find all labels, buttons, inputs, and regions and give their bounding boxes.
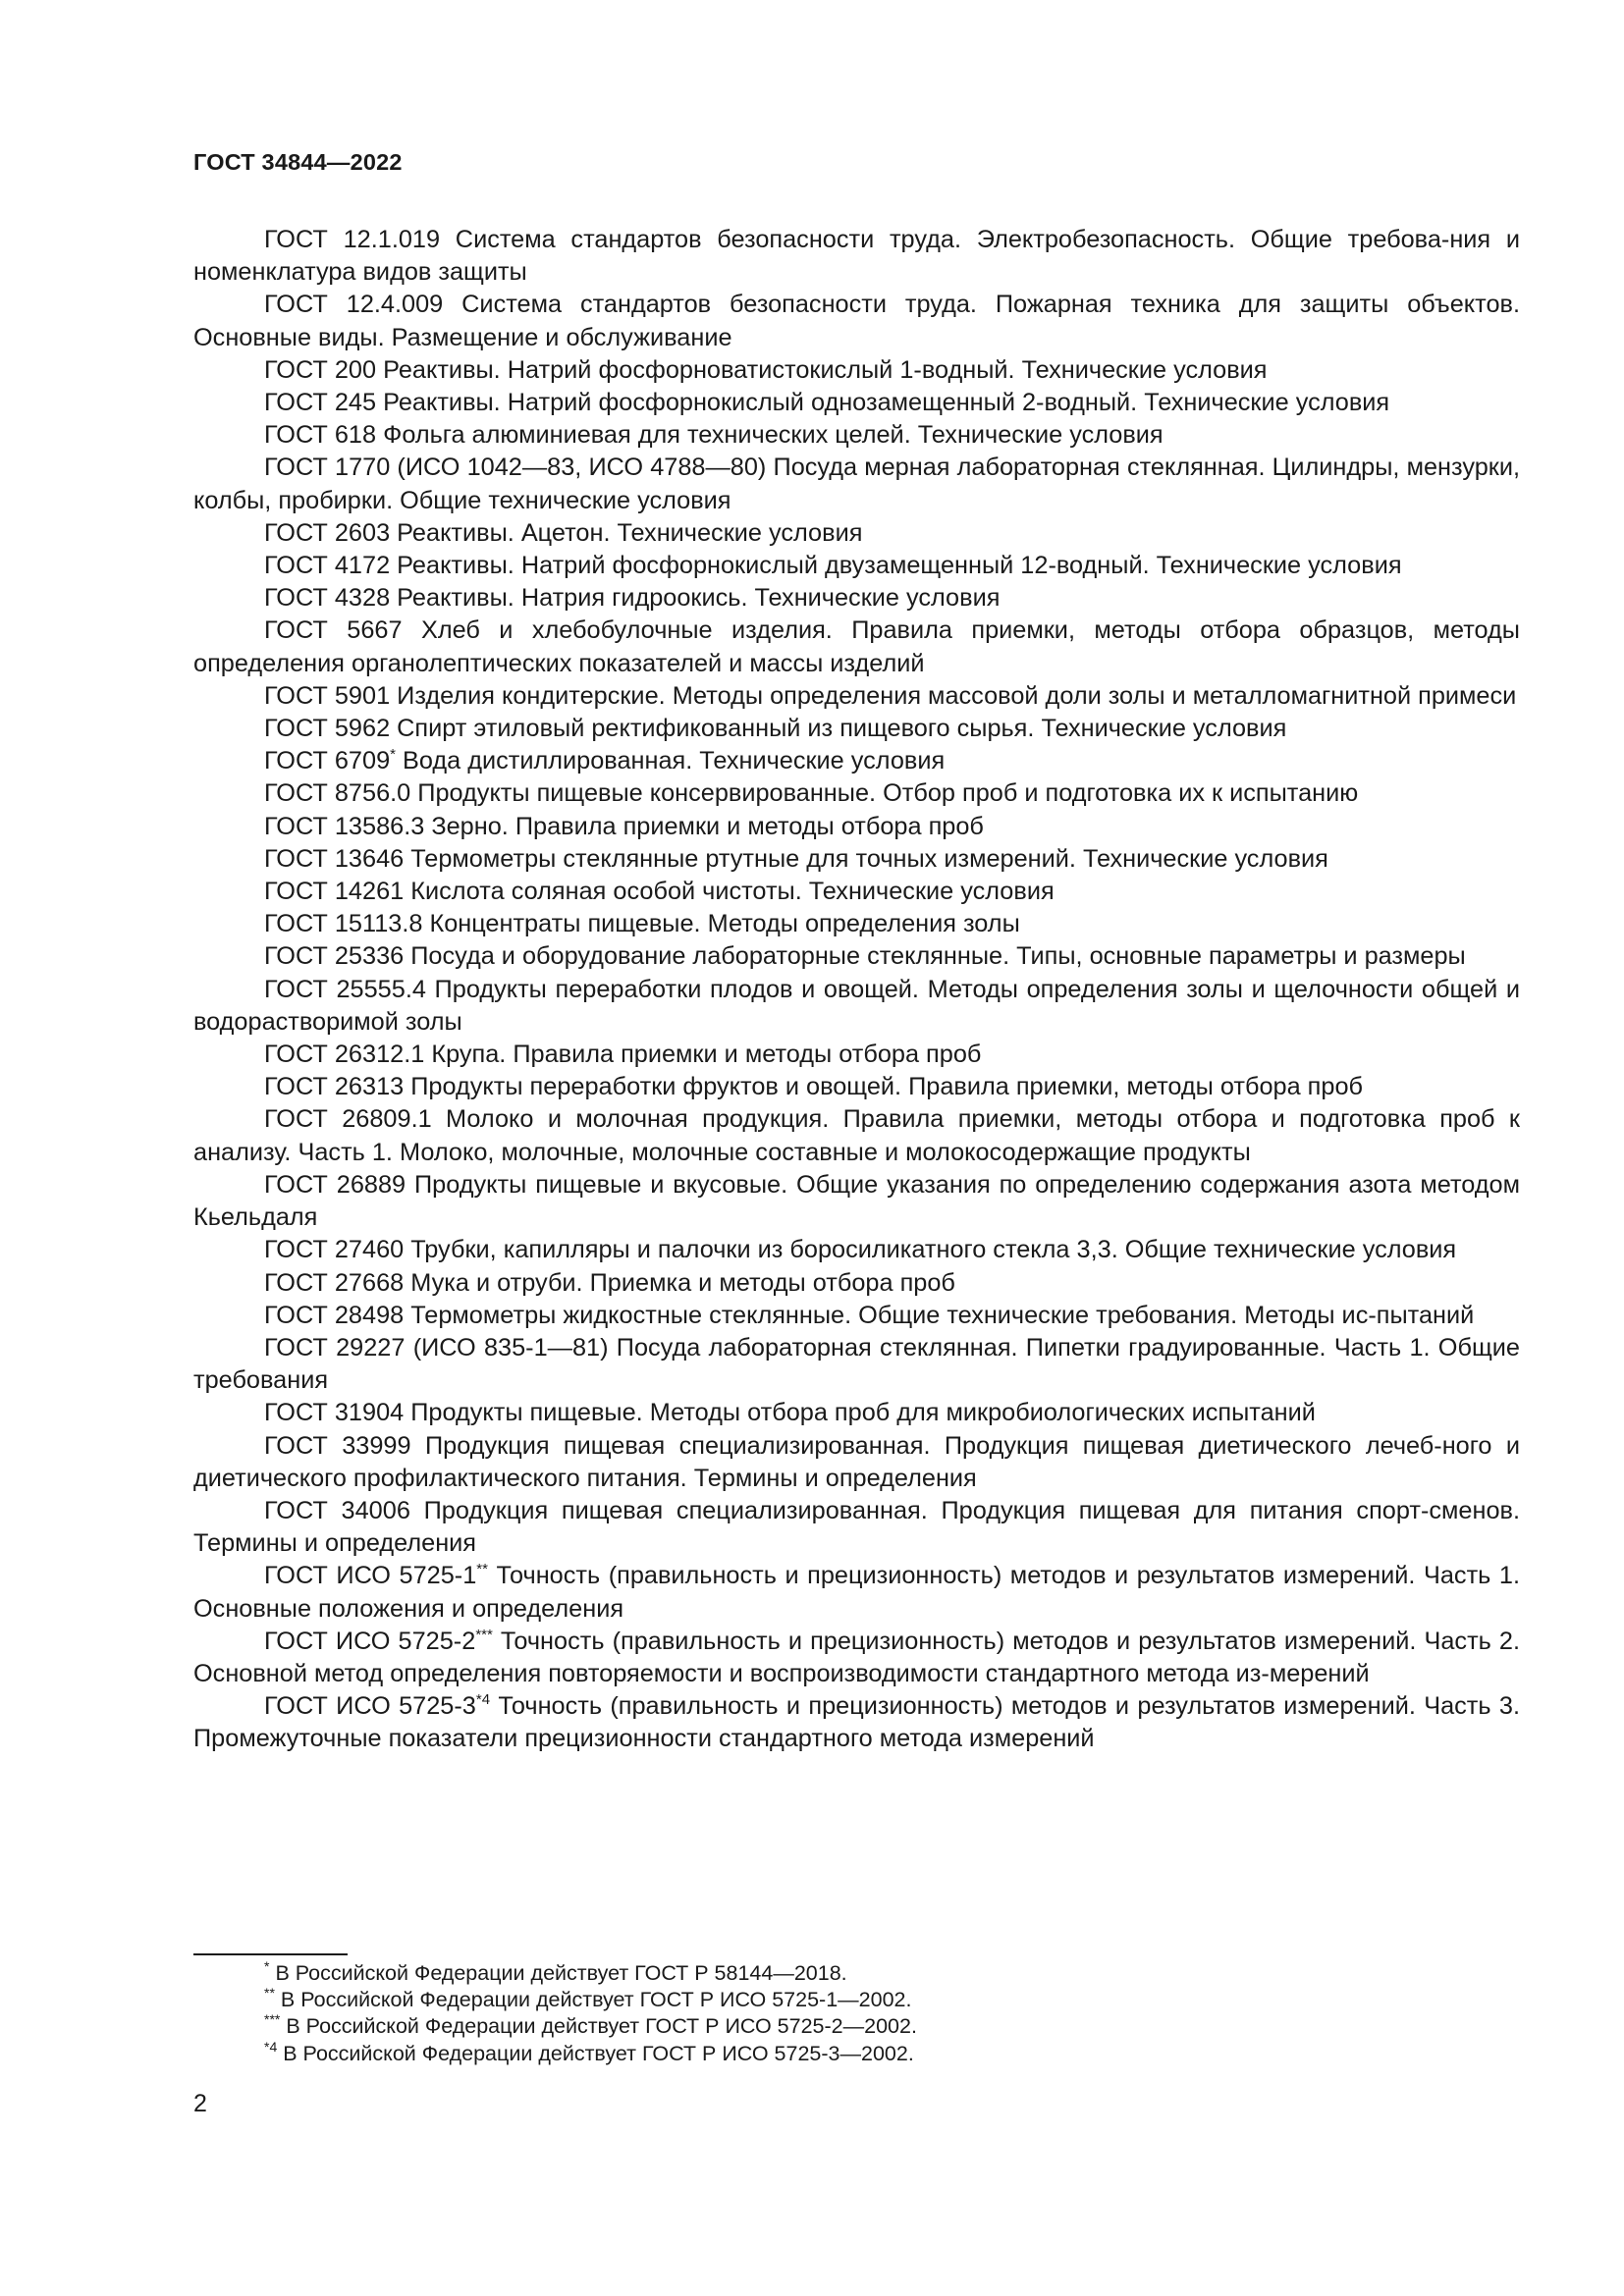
reference-item: ГОСТ 13646 Термометры стеклянные ртутные для точных измерений. Технические условия [264, 844, 1328, 873]
footnote-marker: * [264, 1958, 270, 1974]
reference-title: Вода дистиллированная. Технические условия [395, 747, 946, 775]
footnotes [193, 1960, 1520, 2067]
reference-item [193, 1626, 1520, 1690]
reference-item [193, 1560, 1520, 1625]
normative-references-list [193, 224, 1520, 1756]
reference-item: ГОСТ 26313 Продукты переработки фруктов и овощей. Правила приемки, методы отбора проб [264, 1073, 1364, 1101]
reference-item: ГОСТ 33999 Продукция пищевая специализированная. Продукция пищевая диетического лечеб-ного и диетического профилактического питания. Термины и определения [193, 1431, 1520, 1492]
reference-item: ГОСТ 29227 (ИСО 835-1—81) Посуда лабораторная стеклянная. Пипетки градуированные. Часть 1. Общие требования [193, 1333, 1520, 1395]
footnote-marker: *4 [264, 2038, 278, 2055]
reference-item: ГОСТ 5962 Спирт этиловый ректификованный из пищевого сырья. Технические условия [264, 715, 1287, 743]
footnote [193, 2038, 1520, 2067]
footnote-marker: ** [476, 1561, 488, 1578]
reference-item: ГОСТ 26809.1 Молоко и молочная продукция. Правила приемки, методы отбора и подготовка проб к анализу. Часть 1. Молоко, молочные, молочные составные и молокосодержащие продукты [193, 1105, 1520, 1166]
reference-item: ГОСТ 26889 Продукты пищевые и вкусовые. Общие указания по определению содержания азота методом Кьельдаля [193, 1170, 1520, 1232]
reference-item: ГОСТ 27460 Трубки, капилляры и палочки из боросиликатного стекла 3,3. Общие технические условия [264, 1236, 1457, 1264]
reference-item: ГОСТ 8756.0 Продукты пищевые консервированные. Отбор проб и подготовка их к испытанию [264, 779, 1359, 808]
reference-code: ГОСТ 6709 [264, 747, 391, 775]
reference-item: ГОСТ 5901 Изделия кондитерские. Методы определения массовой доли золы и металломагнитной примеси [264, 681, 1517, 710]
reference-item: ГОСТ 12.1.019 Система стандартов безопасности труда. Электробезопасность. Общие требова-ния и номенклатура видов защиты [193, 226, 1520, 287]
reference-item: ГОСТ 13586.3 Зерно. Правила приемки и методы отбора проб [264, 812, 984, 840]
reference-title: Точность (правильность и прецизионность) методов и результатов измерений. Часть 3. Промежуточные показатели прецизионности стандартного метода измерений [193, 1692, 1521, 1753]
reference-item: ГОСТ 27668 Мука и отруби. Приемка и методы отбора проб [264, 1268, 955, 1297]
reference-item: ГОСТ 245 Реактивы. Натрий фосфорнокислый однозамещенный 2-водный. Технические условия [264, 389, 1390, 417]
page-number: 2 [193, 2090, 207, 2117]
reference-item [193, 745, 1520, 777]
footnote [193, 1960, 1520, 1987]
reference-item: ГОСТ 25555.4 Продукты переработки плодов и овощей. Методы определения золы и щелочности общей и водорастворимой золы [193, 975, 1520, 1036]
document-header: ГОСТ 34844—2022 [193, 149, 403, 175]
reference-item: ГОСТ 2603 Реактивы. Ацетон. Технические условия [264, 518, 863, 547]
reference-item: ГОСТ 5667 Хлеб и хлебобулочные изделия. Правила приемки, методы отбора образцов, методы определения органолептических показателей и массы изделий [193, 616, 1520, 677]
reference-item [193, 1690, 1520, 1755]
footnote-marker: *4 [475, 1691, 491, 1709]
reference-item: ГОСТ 28498 Термометры жидкостные стеклянные. Общие технические требования. Методы ис-пытаний [264, 1301, 1475, 1329]
footnote-marker: *** [264, 2011, 281, 2028]
footnote-text: В Российской Федерации действует ГОСТ Р ИСО 5725-1—2002. [280, 1988, 912, 2012]
footnote-marker: * [390, 746, 396, 764]
footnote-marker: *** [475, 1626, 493, 1643]
reference-item: ГОСТ 25336 Посуда и оборудование лабораторные стеклянные. Типы, основные параметры и размеры [264, 942, 1466, 971]
reference-title: Точность (правильность и прецизионность) методов и результатов измерений. Часть 1. Основные положения и определения [193, 1562, 1520, 1623]
footnote-separator [193, 1953, 348, 1955]
footnote-text: В Российской Федерации действует ГОСТ Р ИСО 5725-3—2002. [283, 2041, 914, 2065]
reference-item: ГОСТ 26312.1 Крупа. Правила приемки и методы отбора проб [264, 1041, 982, 1069]
reference-item: ГОСТ 14261 Кислота соляная особой чистоты. Технические условия [264, 878, 1055, 906]
reference-item: ГОСТ 200 Реактивы. Натрий фосфорноватистокислый 1-водный. Технические условия [264, 355, 1268, 384]
reference-title: Точность (правильность и прецизионность) методов и результатов измерений. Часть 2. Основной метод определения повторяемости и воспроизводимости стандартного метода из-мерений [193, 1627, 1520, 1687]
footnote-marker: ** [264, 1985, 275, 2002]
reference-item: ГОСТ 12.4.009 Система стандартов безопасности труда. Пожарная техника для защиты объектов. Основные виды. Размещение и обслуживание [193, 291, 1520, 351]
footnote [193, 1987, 1520, 2013]
reference-code: ГОСТ ИСО 5725-1 [264, 1562, 477, 1590]
reference-item: ГОСТ 15113.8 Концентраты пищевые. Методы определения золы [264, 910, 1020, 938]
reference-item: ГОСТ 1770 (ИСО 1042—83, ИСО 4788—80) Посуда мерная лабораторная стеклянная. Цилиндры, мензурки, колбы, пробирки. Общие технические условия [193, 454, 1520, 514]
footnote-text: В Российской Федерации действует ГОСТ Р ИСО 5725-2—2002. [286, 2014, 917, 2039]
reference-item: ГОСТ 618 Фольга алюминиевая для технических целей. Технические условия [264, 421, 1164, 450]
reference-item: ГОСТ 4172 Реактивы. Натрий фосфорнокислый двузамещенный 12-водный. Технические условия [264, 552, 1402, 580]
reference-item: ГОСТ 34006 Продукция пищевая специализированная. Продукция пищевая для питания спорт-сменов. Термины и определения [193, 1496, 1520, 1558]
footnote [193, 2013, 1520, 2040]
reference-code: ГОСТ ИСО 5725-2 [264, 1627, 476, 1655]
reference-code: ГОСТ ИСО 5725-3 [264, 1692, 476, 1721]
reference-item: ГОСТ 4328 Реактивы. Натрия гидроокись. Технические условия [264, 584, 1001, 613]
reference-item: ГОСТ 31904 Продукты пищевые. Методы отбора проб для микробиологических испытаний [264, 1399, 1316, 1427]
footnote-text: В Российской Федерации действует ГОСТ Р 58144—2018. [275, 1961, 847, 1985]
